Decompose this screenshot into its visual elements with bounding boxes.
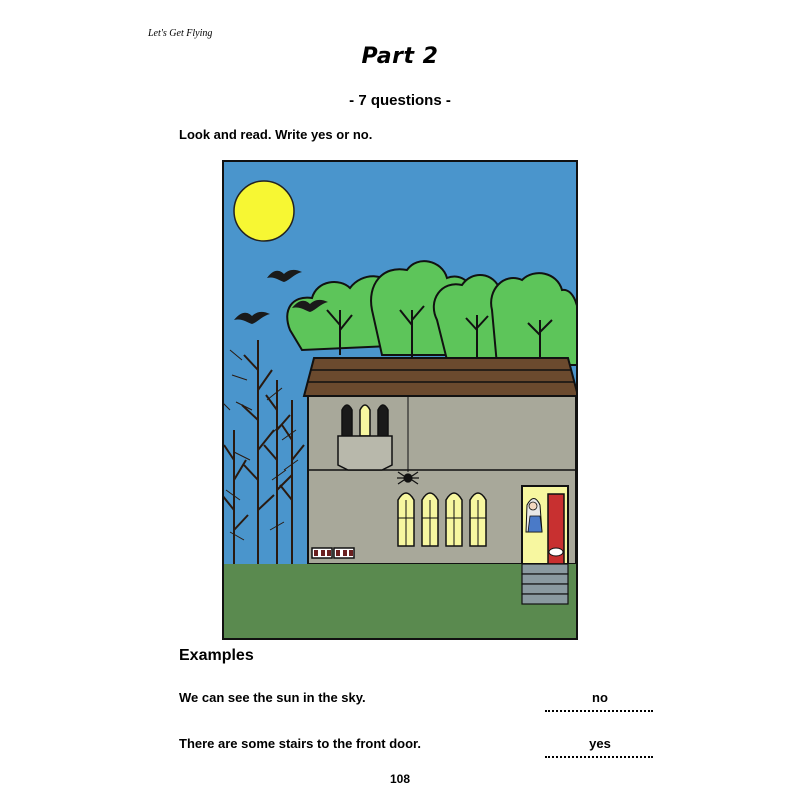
page-number: 108 bbox=[389, 772, 411, 786]
example-item bbox=[179, 690, 659, 718]
instruction-text: Look and read. Write yes or no. bbox=[179, 127, 373, 142]
question-count-subtitle: - 7 questions - bbox=[349, 92, 451, 109]
example-question: There are some stairs to the front door. bbox=[179, 736, 421, 751]
example-item bbox=[179, 736, 659, 764]
ghost-woman bbox=[526, 499, 542, 533]
book-title: Let's Get Flying bbox=[148, 28, 213, 39]
sun bbox=[234, 181, 294, 241]
example-answer: no bbox=[592, 690, 608, 705]
balcony bbox=[338, 436, 392, 470]
front-stairs bbox=[522, 564, 568, 604]
examples-heading: Examples bbox=[179, 647, 254, 664]
haunted-house-illustration bbox=[222, 160, 578, 640]
part-title: Part 2 bbox=[361, 44, 439, 69]
answer-dotted-line bbox=[545, 710, 653, 712]
upper-windows bbox=[342, 405, 388, 436]
example-answer: yes bbox=[589, 736, 611, 751]
spider bbox=[397, 472, 419, 484]
cat bbox=[549, 548, 563, 556]
example-question: We can see the sun in the sky. bbox=[179, 690, 366, 705]
answer-dotted-line bbox=[545, 756, 653, 758]
roof bbox=[304, 358, 578, 396]
